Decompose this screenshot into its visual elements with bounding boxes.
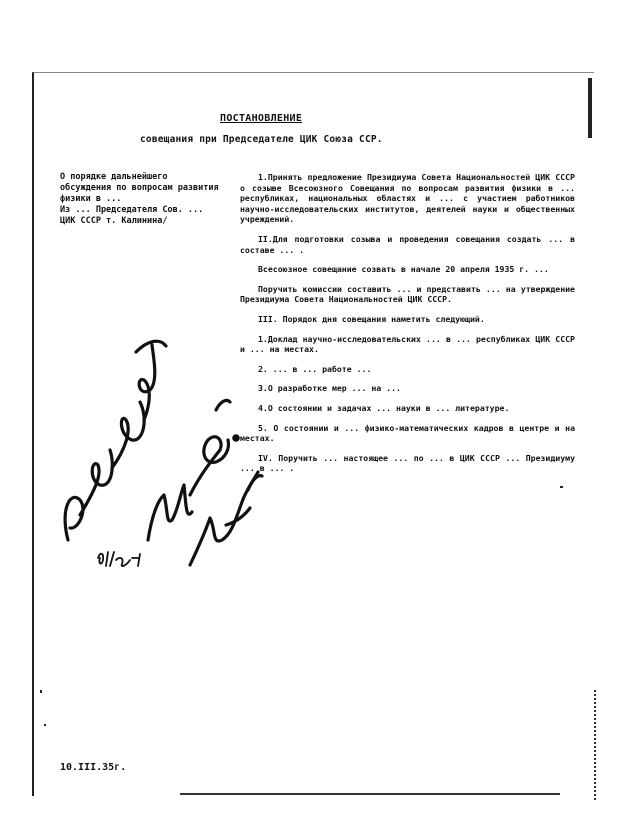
paragraph: 2. ... в ... работе ... (258, 363, 372, 374)
paragraph: 4.О состоянии и задачах ... науки в ... литературе. (258, 402, 510, 413)
left-margin-note: О порядке дальнейшего обсуждения по вопросам развития физики в ... Из ... Председателя Сов. ... ЦИК СССР т. Калинина/ (60, 172, 219, 226)
paragraph: Всесоюзное совещание созвать в начале 20 апреля 1935 г. ... (258, 264, 549, 275)
paragraph: 1.Принять предложение Президиума Совета Национальностей ЦИК СССР о созыве Всесоюзного Совещания по вопросам развития физики в ... республиках, национальных областях и ... с участием работников научно-исследовательских институтов, деятелей науки и общественных учреждений. (240, 172, 575, 225)
document-date: 10.III.35г. (60, 762, 127, 773)
document-subtitle: совещания при Председателе ЦИК Союза ССР. (140, 134, 383, 145)
scan-speck (560, 486, 563, 488)
document-body (240, 172, 575, 483)
scan-speck (40, 690, 42, 693)
bottom-rule (180, 793, 560, 795)
handwritten-resolution (40, 290, 270, 580)
paragraph: 3.О разработке мер ... на ... (258, 383, 401, 394)
paragraph: Поручить комиссии составить ... и представить ... на утверждение Президиума Совета Национальностей ЦИК СССР. (240, 283, 575, 305)
paragraph: IV. Поручить ... настоящее ... по ... в ЦИК СССР ... Президиуму ... в ... . (240, 452, 575, 474)
paragraph: III. Порядок дня совещания наметить следующий. (258, 313, 485, 324)
handwriting-drawing (40, 290, 270, 580)
paragraph: II.Для подготовки созыва и проведения совещания создать ... в составе ... . (240, 233, 575, 255)
document-title: ПОСТАНОВЛЕНИЕ (220, 113, 303, 124)
paragraph: 1.Доклад научно-исследовательских ... в ... республиках ЦИК СССР и ... на местах. (240, 333, 575, 355)
scan-edge-dots (594, 690, 598, 800)
scan-edge-mark (588, 78, 592, 138)
scan-speck (44, 724, 46, 726)
paragraph: 5. О состоянии и ... физико-математических кадров в центре и на местах. (240, 422, 575, 444)
